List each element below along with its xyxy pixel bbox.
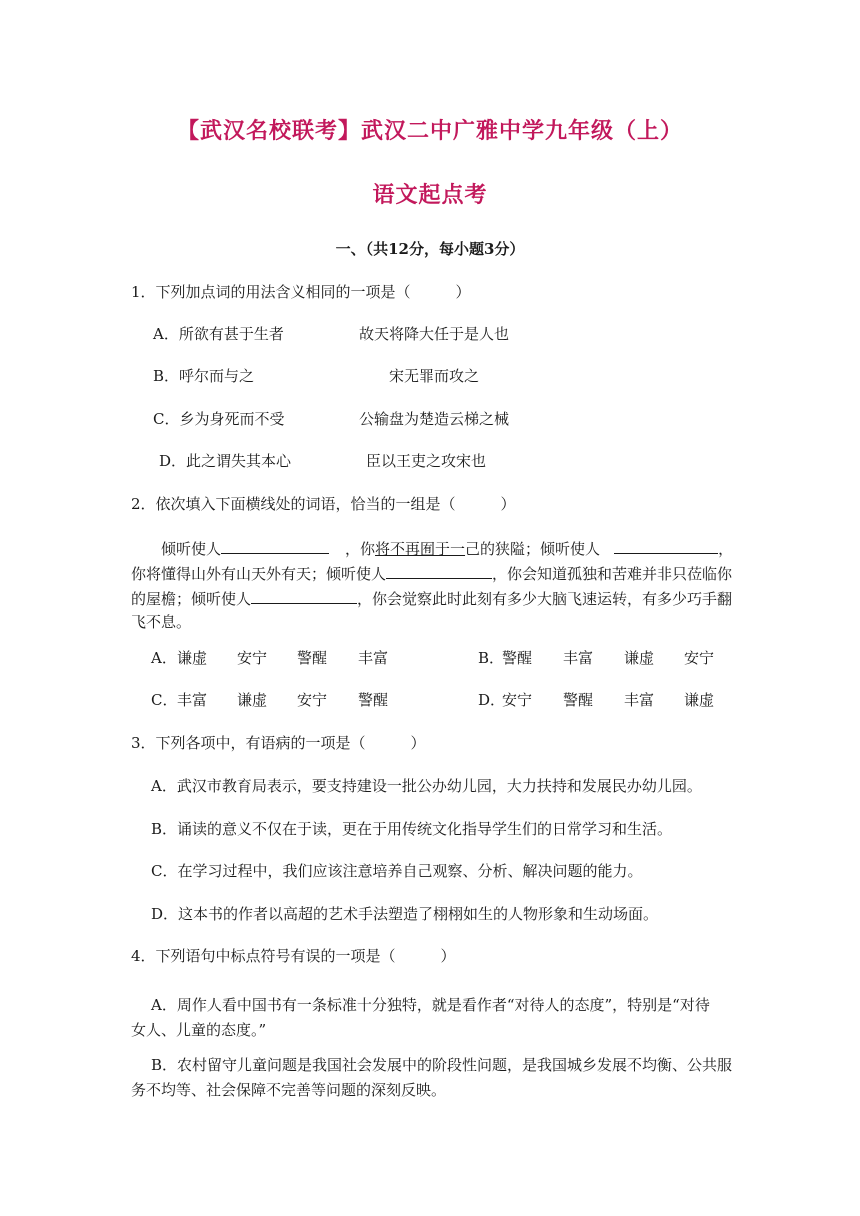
q3-option-d: D．这本书的作者以高超的艺术手法塑造了栩栩如生的人物形象和生动场面。 bbox=[151, 905, 659, 923]
question-2-stem: 2．依次填入下面横线处的词语，恰当的一组是（ ） bbox=[131, 495, 516, 513]
q2-option-d-word: 丰富 bbox=[624, 691, 655, 709]
q2-option-a-word: 谦虚 bbox=[177, 649, 208, 667]
question-1-stem: 1．下列加点词的用法含义相同的一项是（ ） bbox=[131, 283, 471, 301]
question-3-stem: 3．下列各项中，有语病的一项是（ ） bbox=[131, 734, 426, 752]
q3-option-b: B．诵读的意义不仅在于读，更在于用传统文化指导学生们的日常学习和生活。 bbox=[151, 820, 673, 838]
option-label: B． bbox=[478, 649, 505, 667]
q2-text: 倾听使人 bbox=[161, 540, 222, 558]
q2-text: 己的狭隘；倾听使人 bbox=[465, 540, 601, 558]
q1-option-a-pair: 故天将降大任于是人也 bbox=[359, 325, 510, 343]
q2-option-a-word: 安宁 bbox=[237, 649, 268, 667]
q2-option-c-word: 警醒 bbox=[358, 691, 389, 709]
q2-option-c-word: 谦虚 bbox=[237, 691, 268, 709]
section-heading: 一、（共12分，每小题3分） bbox=[335, 240, 525, 258]
q2-text: 的屋檐；倾听使人 bbox=[131, 590, 252, 608]
q2-option-b-word: 谦虚 bbox=[624, 649, 655, 667]
q4-option-a-cont: 女人、儿童的态度。” bbox=[131, 1021, 267, 1039]
q4-option-b: B．农村留守儿童问题是我国社会发展中的阶段性问题，是我国城乡发展不均衡、公共服 bbox=[151, 1056, 733, 1074]
q2-option-b bbox=[478, 648, 504, 668]
document-title: 【武汉名校联考】武汉二中广雅中学九年级（上） bbox=[176, 119, 683, 144]
q2-option-d-word: 安宁 bbox=[502, 691, 533, 709]
q2-passage-line2 bbox=[131, 562, 732, 584]
q2-text: ，你 bbox=[345, 540, 376, 558]
q2-text: 你将懂得山外有山天外有天；倾听使人 bbox=[131, 565, 387, 583]
option-label: D． bbox=[478, 691, 506, 709]
answer-blank-2[interactable] bbox=[614, 537, 718, 554]
question-4-stem: 4．下列语句中标点符号有误的一项是（ ） bbox=[131, 947, 456, 965]
q4-option-a: A．周作人看中国书有一条标准十分独特，就是看作者“对待人的态度”，特别是“对待 bbox=[151, 996, 710, 1014]
q2-text: ，你会觉察此时此刻有多少大脑飞速运转，有多少巧手翻 bbox=[357, 590, 733, 608]
q4-option-b-cont: 务不均等、社会保障不完善等问题的深刻反映。 bbox=[131, 1081, 447, 1099]
q3-option-c: C．在学习过程中，我们应该注意培养自己观察、分析、解决问题的能力。 bbox=[151, 862, 643, 880]
q2-passage-line1 bbox=[161, 537, 733, 559]
q2-passage-line3 bbox=[131, 587, 732, 609]
q2-option-a-word: 警醒 bbox=[297, 649, 328, 667]
q2-option-a bbox=[151, 648, 177, 668]
q1-option-b-pair: 宋无罪而攻之 bbox=[389, 367, 480, 385]
q2-option-b-word: 丰富 bbox=[563, 649, 594, 667]
q2-option-c bbox=[151, 690, 177, 710]
q1-option-d-pair: 臣以王吏之攻宋也 bbox=[366, 452, 487, 470]
option-label: A． bbox=[151, 649, 177, 667]
q2-option-c-word: 丰富 bbox=[177, 691, 208, 709]
answer-blank-4[interactable] bbox=[251, 587, 357, 604]
q2-option-d-word: 谦虚 bbox=[684, 691, 715, 709]
q2-option-d-word: 警醒 bbox=[563, 691, 594, 709]
answer-blank-3[interactable] bbox=[386, 562, 492, 579]
q1-option-c: C．乡为身死而不受 bbox=[153, 410, 285, 428]
q2-option-d bbox=[478, 690, 505, 710]
q1-option-d: D．此之谓失其本心 bbox=[159, 452, 292, 470]
q1-option-a: A．所欲有甚于生者 bbox=[153, 325, 284, 343]
q2-option-a-word: 丰富 bbox=[358, 649, 389, 667]
q2-option-b-word: 安宁 bbox=[684, 649, 715, 667]
q3-option-a: A．武汉市教育局表示，要支持建设一批公办幼儿园，大力扶持和发展民办幼儿园。 bbox=[151, 777, 702, 795]
q2-option-c-word: 安宁 bbox=[297, 691, 328, 709]
q2-underlined-text: 将不再囿于一 bbox=[375, 540, 466, 558]
q1-option-b: B．呼尔而与之 bbox=[153, 367, 255, 385]
option-label: C． bbox=[151, 691, 178, 709]
q1-option-c-pair: 公输盘为楚造云梯之械 bbox=[359, 410, 510, 428]
q2-passage-line4: 飞不息。 bbox=[131, 613, 192, 631]
answer-blank-1[interactable] bbox=[221, 537, 329, 554]
q2-option-b-word: 警醒 bbox=[502, 649, 533, 667]
q2-text: ， bbox=[718, 540, 734, 558]
q2-text: ，你会知道孤独和苦难并非只莅临你 bbox=[492, 565, 733, 583]
document-subtitle: 语文起点考 bbox=[372, 183, 488, 208]
